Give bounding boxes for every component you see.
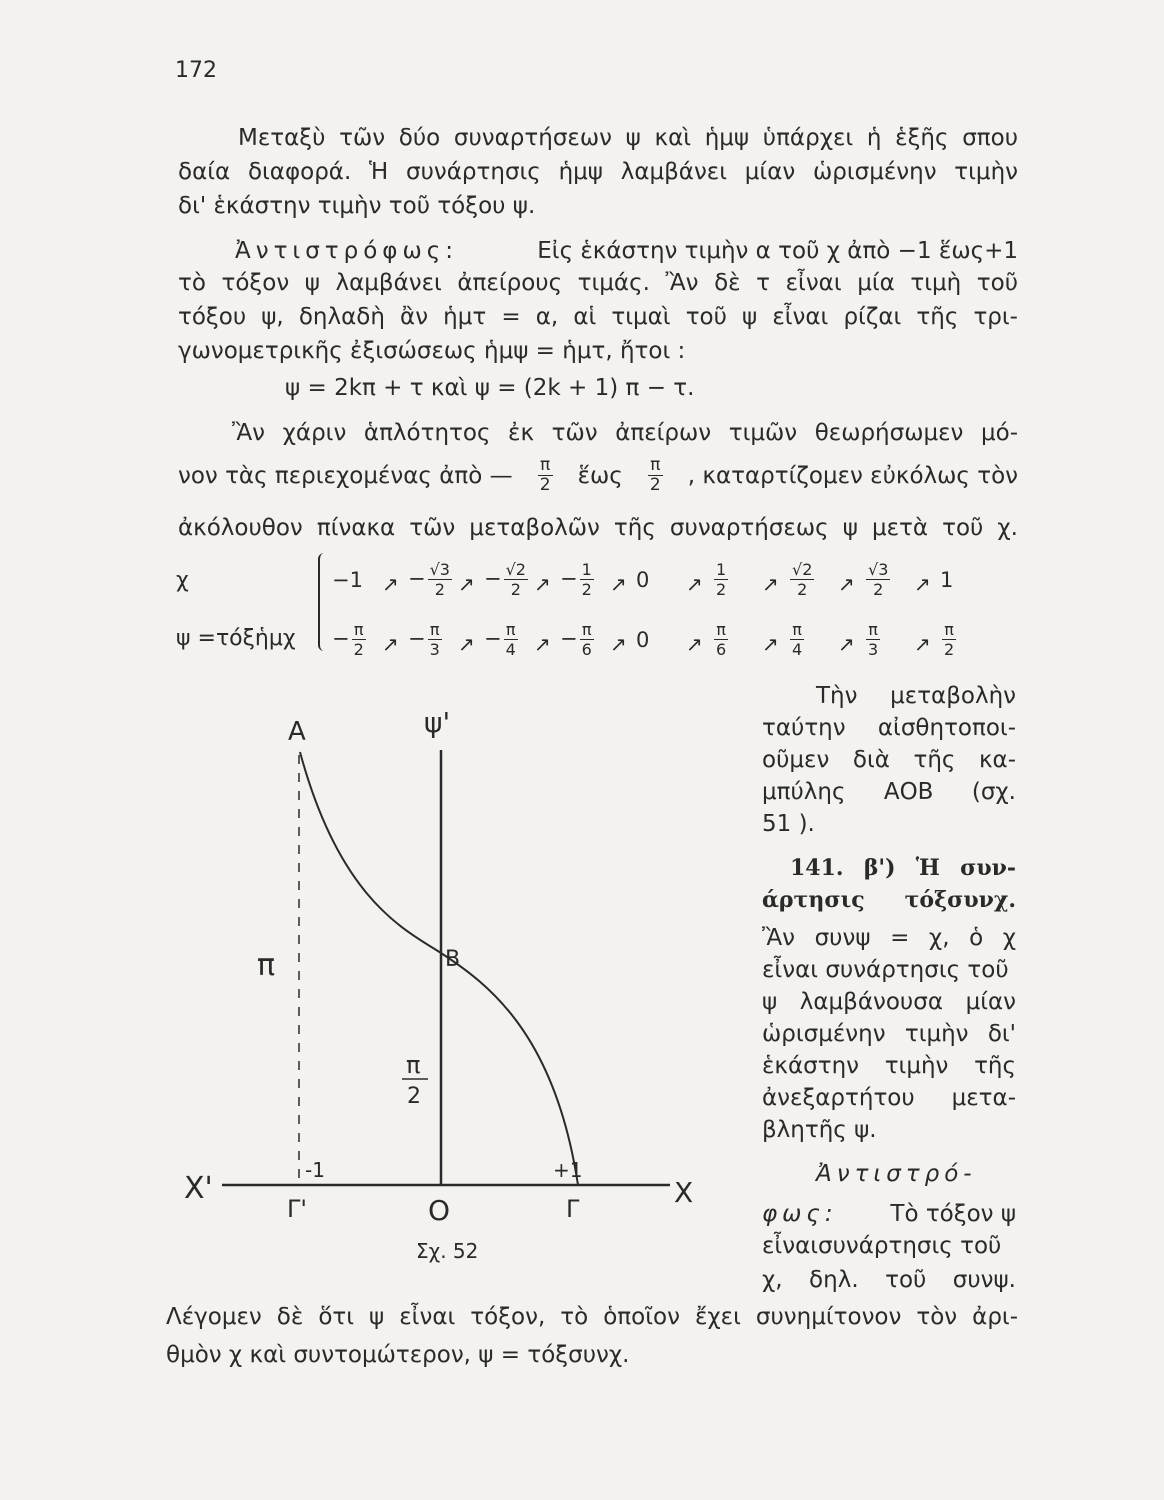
sidebar-lead-end: φως: [762, 1201, 838, 1227]
table-arrow: ↗ [762, 572, 779, 596]
paragraph2-line2: τὸ τόξον ψ λαμβάνει ἀπείρους τιμάς. Ἂν δὲ τ εἶναι μία τιμὴ τοῦ [178, 270, 1018, 296]
paragraph3-line2-b: ἕως [577, 462, 623, 489]
sidebar-line: 51 ). [762, 811, 815, 837]
paragraph3-line2 [178, 456, 1018, 495]
sidebar-line: Τὴν μεταβολὴν [816, 683, 1016, 709]
figure-52 [170, 690, 730, 1290]
table-arrow: ↗ [534, 572, 551, 596]
table-psi-value: − $\frac{\pi}{6}$ [560, 620, 592, 659]
label-gamma: Γ [566, 1195, 580, 1223]
paragraph3-line3: ἀκόλουθον πίνακα τῶν μεταβολῶν τῆς συναρτήσεως ψ μετὰ τοῦ χ. [178, 515, 1018, 541]
sidebar-line: Ἂν συνψ = χ, ὁ χ [762, 925, 1016, 951]
paragraph3-line1: Ἂν χάριν ἁπλότητος ἐκ τῶν ἀπείρων τιμῶν θεωρήσωμεν μό- [232, 420, 1018, 446]
label-A: Α [288, 717, 306, 747]
table-arrow: ↗ [838, 572, 855, 596]
figure-caption: Σχ. 52 [416, 1239, 479, 1263]
paragraph2-line3: τόξου ψ, δηλαδὴ ἂν ἡμτ = α, αἱ τιμαὶ τοῦ ψ εἶναι ρίζαι τῆς τρι- [178, 304, 1018, 330]
label-plus1: +1 [553, 1158, 583, 1182]
table-arrow: ↗ [458, 632, 475, 656]
table-x-value: − $\frac{√2}{2}$ [484, 560, 526, 599]
table-psi-value: $\frac{\pi}{3}$ [868, 620, 879, 659]
table-x-value: $\frac{1}{2}$ [716, 560, 727, 599]
table-arrow: ↗ [610, 632, 627, 656]
table-arrow: ↗ [838, 632, 855, 656]
label-pi-half-den: 2 [407, 1084, 421, 1109]
label-B: Β [445, 947, 461, 972]
paragraph2-lead: Ἀντιστρόφως: [235, 238, 458, 264]
section-heading-141-cont: άρτησις τόξσυνχ. [762, 887, 1016, 913]
sidebar-line: βλητῆς ψ. [762, 1117, 877, 1143]
paragraph3-line2-c: , καταρτίζομεν εὐκόλως τὸν [687, 462, 1018, 489]
sidebar-line: ταύτην αἰσθητοποι- [762, 715, 1016, 741]
paragraph3-line2-a: νον τὰς περιεχομένας ἀπὸ — [178, 462, 513, 489]
sidebar-line: ὡρισμένην τιμὴν δι' [762, 1021, 1016, 1047]
table-arrow: ↗ [914, 572, 931, 596]
label-pi: π [257, 948, 276, 983]
sidebar-lead-text: Τὸ τόξον ψ [890, 1201, 1016, 1227]
table-arrow: ↗ [458, 572, 475, 596]
sidebar-line: ἀνεξαρτήτου μετα- [762, 1085, 1016, 1111]
table-psi-value: $\frac{\pi}{2}$ [944, 620, 955, 659]
sidebar-lead: Ἀντιστρό- [816, 1161, 977, 1187]
sidebar-line: μπύλης ΑΟΒ (σχ. [762, 779, 1016, 805]
table-x-value: $\frac{√3}{2}$ [868, 560, 889, 599]
table-arrow: ↗ [382, 632, 399, 656]
table-arrow: ↗ [382, 572, 399, 596]
table-psi-value: $\frac{\pi}{6}$ [716, 620, 727, 659]
table-x-value: 0 [636, 568, 650, 592]
table-arrow: ↗ [610, 572, 627, 596]
section-heading-141: 141. β') Ἡ συν- [790, 855, 1016, 881]
paragraph1-line1: Μεταξὺ τῶν δύο συναρτήσεων ψ καὶ ἡμψ ὑπάρχει ἡ ἑξῆς σπου [238, 125, 1018, 151]
label-gamma-prime: Γ' [287, 1195, 307, 1223]
sidebar-line: ψ λαμβάνουσα μίαν [762, 989, 1016, 1015]
fraction-pi-over-2: $\frac{\pi}{2}$ [649, 455, 661, 495]
sidebar-line: χ, δηλ. τοῦ συνψ. [762, 1267, 1016, 1293]
table-psi-label: ψ =τόξἡμχ [176, 626, 296, 651]
label-pi-half-num: π [406, 1051, 421, 1079]
sidebar-line: ἑκάστην τιμὴν τῆς [762, 1053, 1016, 1079]
label-x: Χ [674, 1176, 694, 1209]
table-psi-value: $\frac{\pi}{4}$ [792, 620, 803, 659]
table-x-value: $\frac{√2}{2}$ [792, 560, 813, 599]
closing-line1: Λέγομεν δὲ ὅτι ψ εἶναι τόξον, τὸ ὁποῖον ἔχει συνημίτονον τὸν ἀρι- [166, 1304, 1018, 1330]
equation: ψ = 2kπ + τ καὶ ψ = (2k + 1) π − τ. [285, 375, 695, 401]
table-x-value: −1 [332, 568, 363, 592]
table-arrow: ↗ [686, 572, 703, 596]
fraction-pi-over-2: $\frac{\pi}{2}$ [539, 455, 551, 495]
closing-line2: θμὸν χ καὶ συντομώτερον, ψ = τόξσυνχ. [166, 1342, 630, 1368]
sidebar-line: εἶναισυνάρτησις τοῦ [762, 1233, 1002, 1259]
table-brace [318, 553, 332, 651]
label-minus1: -1 [305, 1158, 325, 1182]
table-psi-value: 0 [636, 628, 650, 652]
paragraph2-line1-text: Εἰς ἑκάστην τιμὴν α τοῦ χ ἀπὸ −1 ἕως+1 [537, 238, 1018, 264]
page-number: 172 [175, 58, 217, 83]
paragraph2-line1 [235, 236, 1018, 266]
paragraph1-line2: δαία διαφορά. Ἡ συνάρτησις ἡμψ λαμβάνει μίαν ὡρισμένην τιμὴν [178, 159, 1018, 185]
table-arrow: ↗ [914, 632, 931, 656]
table-x-value: − $\frac{1}{2}$ [560, 560, 592, 599]
label-x-prime: Χ' [184, 1171, 213, 1206]
table-arrow: ↗ [762, 632, 779, 656]
sidebar-line: οῦμεν διὰ τῆς κα- [762, 747, 1016, 773]
paragraph2-line4: γωνομετρικῆς ἐξισώσεως ἡμψ = ἡμτ, ἤτοι : [178, 338, 686, 364]
table-x-label: χ [176, 568, 189, 593]
sidebar-line [762, 1198, 1016, 1230]
label-psi: ψ' [424, 706, 451, 739]
table-x-value: 1 [940, 568, 954, 592]
sidebar-line: εἶναι συνάρτησις τοῦ [762, 957, 1009, 983]
table-psi-value: − $\frac{\pi}{4}$ [484, 620, 516, 659]
table-x-value: − $\frac{√3}{2}$ [408, 560, 450, 599]
paragraph1-line3: δι' ἑκάστην τιμὴν τοῦ τόξου ψ. [178, 193, 536, 219]
table-psi-value: − $\frac{\pi}{3}$ [408, 620, 440, 659]
table-arrow: ↗ [686, 632, 703, 656]
table-arrow: ↗ [534, 632, 551, 656]
table-psi-value: − $\frac{\pi}{2}$ [332, 620, 364, 659]
arccos-curve [300, 752, 578, 1185]
label-O: Ο [428, 1194, 451, 1227]
